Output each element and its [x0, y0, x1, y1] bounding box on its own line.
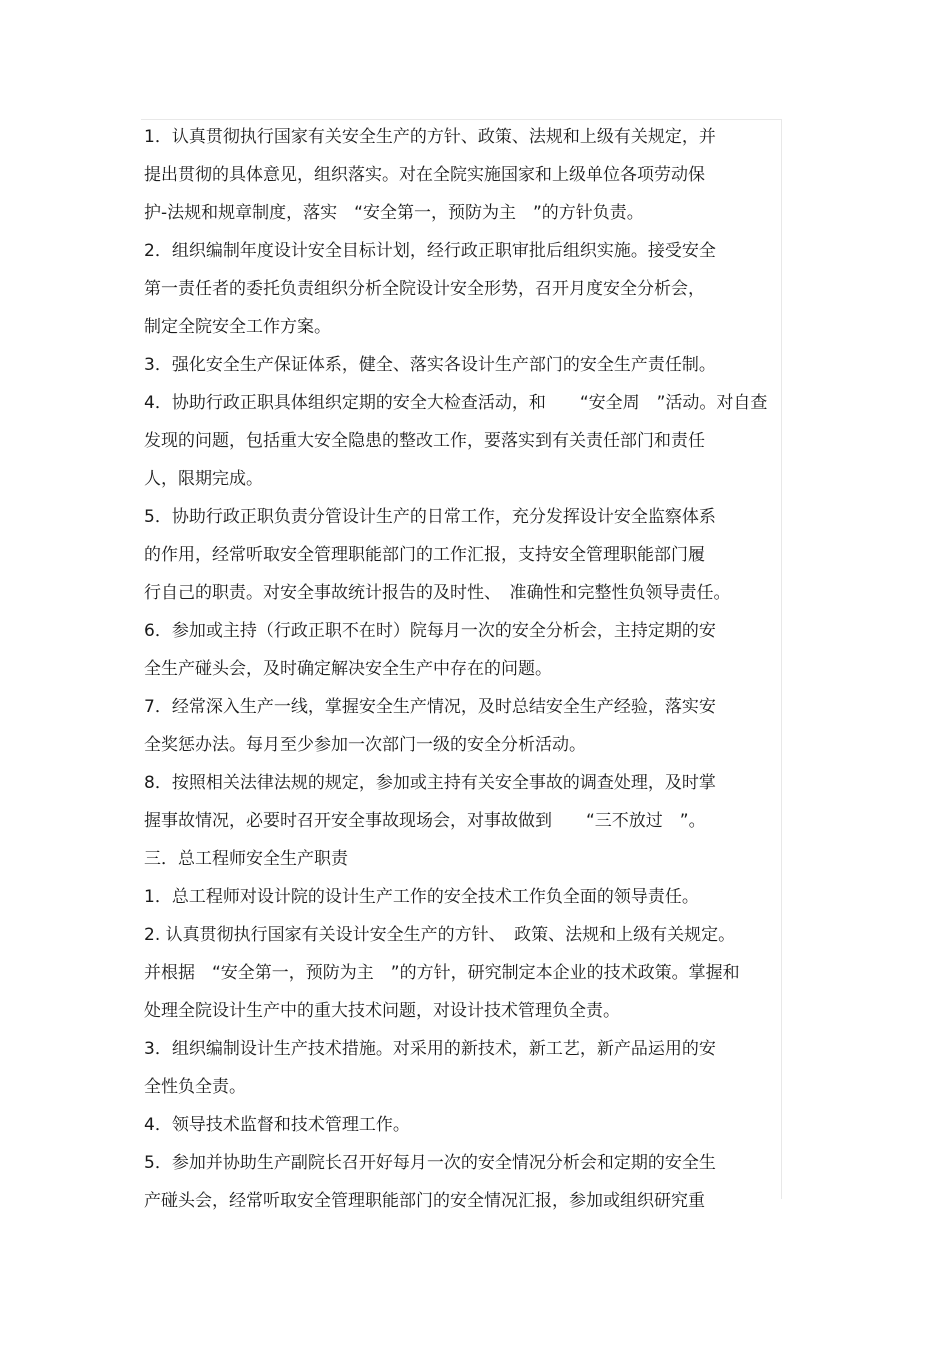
- text-line: 4．领导技术监督和技术管理工作。: [144, 1115, 410, 1135]
- text-line: 的作用，经常听取安全管理职能部门的工作汇报，支持安全管理职能部门履: [144, 545, 705, 565]
- text-line: 4．协助行政正职具体组织定期的安全大检查活动，和 “安全周 ”活动。对自查: [144, 393, 768, 413]
- text-line: 产碰头会，经常听取安全管理职能部门的安全情况汇报，参加或组织研究重: [144, 1191, 705, 1211]
- text-line: 1．总工程师对设计院的设计生产工作的安全技术工作负全面的领导责任。: [144, 887, 699, 907]
- text-line: 处理全院设计生产中的重大技术问题，对设计技术管理负全责。: [144, 1001, 620, 1021]
- text-line: 发现的问题，包括重大安全隐患的整改工作，要落实到有关责任部门和责任: [144, 431, 705, 451]
- text-line: 全性负全责。: [144, 1077, 246, 1097]
- text-line: 2. 认真贯彻执行国家有关设计安全生产的方针、 政策、法规和上级有关规定。: [144, 925, 736, 945]
- text-line: 8．按照相关法律法规的规定，参加或主持有关安全事故的调查处理，及时掌: [144, 773, 716, 793]
- text-line: 护-法规和规章制度，落实 “安全第一，预防为主 ”的方针负责。: [144, 203, 644, 223]
- text-line: 全生产碰头会，及时确定解决安全生产中存在的问题。: [144, 659, 552, 679]
- text-line: 7．经常深入生产一线，掌握安全生产情况，及时总结安全生产经验，落实安: [144, 697, 716, 717]
- text-line: 5．协助行政正职负责分管设计生产的日常工作，充分发挥设计安全监察体系: [144, 507, 716, 527]
- text-line: 全奖惩办法。每月至少参加一次部门一级的安全分析活动。: [144, 735, 586, 755]
- text-line: 2．组织编制年度设计安全目标计划，经行政正职审批后组织实施。接受安全: [144, 241, 716, 261]
- section-heading: 三．总工程师安全生产职责: [144, 849, 348, 869]
- text-line: 并根据 “安全第一，预防为主 ”的方针，研究制定本企业的技术政策。掌握和: [144, 963, 740, 983]
- text-line: 提出贯彻的具体意见，组织落实。对在全院实施国家和上级单位各项劳动保: [144, 165, 705, 185]
- text-line: 人，限期完成。: [144, 469, 263, 489]
- document-body: [144, 121, 784, 1223]
- text-line: 制定全院安全工作方案。: [144, 317, 331, 337]
- text-line: 握事故情况，必要时召开安全事故现场会，对事故做到 “三不放过 ”。: [144, 811, 706, 831]
- text-line: 行自己的职责。对安全事故统计报告的及时性、 准确性和完整性负领导责任。: [144, 583, 731, 603]
- text-line: 6．参加或主持（行政正职不在时）院每月一次的安全分析会，主持定期的安: [144, 621, 716, 641]
- text-line: 3．组织编制设计生产技术措施。对采用的新技术，新工艺，新产品运用的安: [144, 1039, 716, 1059]
- text-line: 5．参加并协助生产副院长召开好每月一次的安全情况分析会和定期的安全生: [144, 1153, 716, 1173]
- text-line: 1．认真贯彻执行国家有关安全生产的方针、政策、法规和上级有关规定，并: [144, 127, 716, 147]
- text-line: 第一责任者的委托负责组织分析全院设计安全形势，召开月度安全分析会，: [144, 279, 705, 299]
- text-line: 3．强化安全生产保证体系，健全、落实各设计生产部门的安全生产责任制。: [144, 355, 716, 375]
